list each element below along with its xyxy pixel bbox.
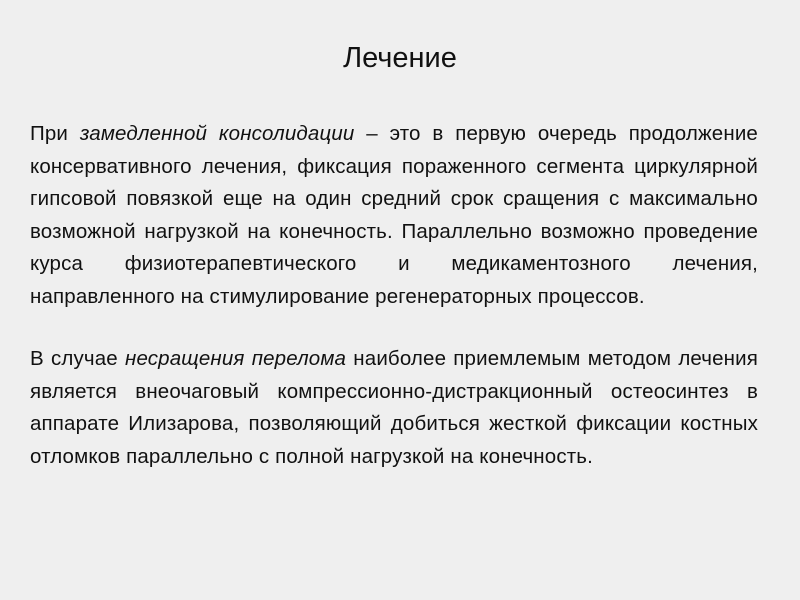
paragraph-text: При bbox=[30, 122, 80, 145]
paragraph-text: наиболее приемлемым методом лечения является внеочаговый компрессионно-дистракционный остеосинтез в аппарате Илизарова, позволяющий добиться жесткой фиксации костных отломков параллельно с полной нагрузкой на конечность. bbox=[30, 347, 759, 468]
slide-body bbox=[30, 118, 758, 473]
paragraph-nonunion bbox=[30, 343, 758, 473]
paragraph-delayed-consolidation bbox=[30, 118, 758, 313]
emphasis-term: замедленной консолидации bbox=[79, 122, 355, 145]
slide-title: Лечение bbox=[343, 42, 457, 74]
paragraph-text: – это в первую очередь продолжение консервативного лечения, фиксация пораженного сегмента циркулярной гипсовой повязкой еще на один средний срок сращения с максимально возможной нагрузкой на конечность. Параллельно возможно проведение курса физиотерапевтического и медикаментозного лечения, направленного на стимулирование регенераторных процессов. bbox=[30, 122, 758, 308]
paragraph-text: В случае bbox=[30, 347, 126, 370]
emphasis-term: несращения перелома bbox=[125, 347, 347, 370]
